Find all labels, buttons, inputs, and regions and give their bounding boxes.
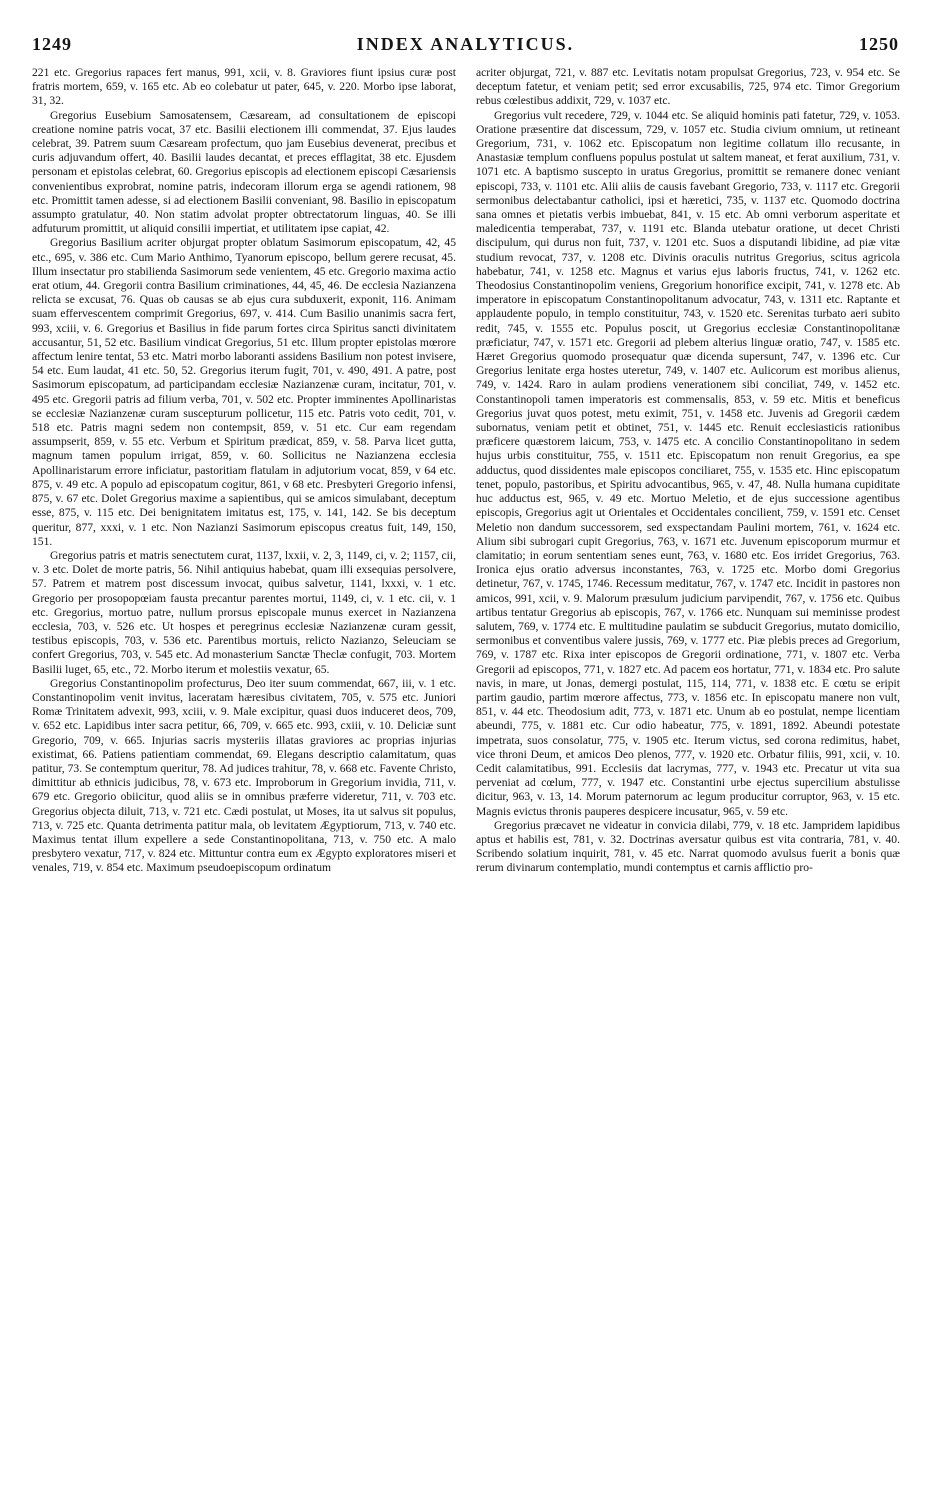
index-entry: acriter objurgat, 721, v. 887 etc. Levitatis notam propulsat Gregorius, 723, v. 954 etc. Se deceptum fatetur, et veniam petit; sed error excusabilis, 725, 974 etc. Timor Gregorium rebus cœlestibus addixit, 729, v. 1037 etc. [476,66,900,108]
index-entry: Gregorius patris et matris senectutem curat, 1137, lxxii, v. 2, 3, 1149, ci, v. 2; 1157, cii, v. 3 etc. Dolet de morte patris, 56. Nihil antiquius habebat, quam illi exsequias persolvere, 57. Patrem et matrem post discessum invocat, quibus salvetur, 1141, lxxxi, v. 1 etc. Gregorio per prosopopœiam fausta precantur parentes mortui, 1149, ci, v. 1 etc. cii, v. 1 etc. Gregorius, mortuo patre, nullum prorsus episcopale munus exercet in Nazianzena ecclesia, 703, v. 526 etc. Ut hospes et peregrinus ecclesiæ Nazianzenæ curam gessit, testibus episcopis, 703, v. 536 etc. Parentibus mortuis, relicto Nazianzo, Seleuciam se confert Gregorius, 703, v. 545 etc. Ad monasterium Sanctæ Theclæ confugit, 703. Mortem Basilii luget, 65, etc., 72. Morbo iterum et molestiis vexatur, 65. [32,548,456,676]
running-title: INDEX ANALYTICUS. [356,34,575,54]
left-column [32,66,456,1486]
index-entry: Gregorius Constantinopolim profecturus, Deo iter suum commendat, 667, iii, v. 1 etc. Constantinopolim venit invitus, laceratam hæresibus civitatem, 705, v. 575 etc. Juniori Romæ Trinitatem advexit, 993, xciii, v. 9. Male excipitur, quasi duos induceret deos, 709, v. 652 etc. Lapidibus inter sacra petitur, 66, 709, v. 665 etc. 993, cxiii, v. 10. Deliciæ sunt Gregorio, 709, v. 665. Injurias sacris mysteriis illatas graviores ac proprias injurias existimat, 66. Patiens patientiam commendat, 69. Elegans descriptio calamitatum, quas patitur, 73. Se contemptum queritur, 78. Ad judices trahitur, 78, v. 668 etc. Favente Christo, dimittitur ab ethnicis judicibus, 78, v. 673 etc. Improborum in Gregorium invidia, 711, v. 679 etc. Gregorio obiicitur, quod aliis se in omnibus præferre videretur, 711, v. 703 etc. Gregorius objecta diluit, 713, v. 721 etc. Cædi postulat, ut Moses, ita ut salvus sit populus, 713, v. 725 etc. Quanta detrimenta patitur mala, ob levitatem Ægyptiorum, 713, v. 740 etc. Maximus tentat illum expellere a sede Constantinopolitana, 713, v. 750 etc. A malo presbytero vexatur, 717, v. 824 etc. Mittuntur contra eum ex Ægypto exploratores miseri et venales, 719, v. 854 etc. Maximum pseudoepiscopum ordinatum [32,676,456,875]
index-entry: 221 etc. Gregorius rapaces fert manus, 991, xcii, v. 8. Graviores fiunt ipsius curæ post fratris mortem, 659, v. 165 etc. Ab eo colebatur ut pater, 645, v. 220. Morbo ipse laborat, 31, 32. [32,66,456,108]
index-entry: Gregorius præcavet ne videatur in convicia dilabi, 779, v. 18 etc. Jampridem lapidibus aptus et habilis est, 781, v. 32. Doctrinas aversatur quibus est vita contraria, 781, v. 40. Scribendo solatium inquirit, 781, v. 45 etc. Narrat quomodo avulsus fuerit a bonis quæ rerum divinarum contemplatio, mundi contemptus et carnis afflictio pro- [476,818,900,875]
index-entry: Gregorius Eusebium Samosatensem, Cæsaream, ad consultationem de episcopi creatione nomine patris vocat, 37 etc. Basilii electionem illi commendat, 37. Ejus laudes celebrat, 39. Patrem suum Cæsaream profectum, quo jam Eusebius devenerat, precibus et curis adjuvandum offert, 40. Basilii laudes decantat, et preces efflagitat, 38 etc. Ejusdem personam et epistolas celebrat, 60. Gregorius episcopis ad electionem episcopi Cæsariensis convenientibus exprobrat, nomine patris, indecoram illorum erga se agendi rationem, 98 etc. Promittit tamen adesse, si ad electionem Basilii conveniant, 98. Basilio in episcopatum assumpto gratulatur, 40. Non statim advolat propter obtrectatorum linguas, 40. Se illi adfuturum promittit, ut aliquid consilii impertiat, et utilitatem ipse capiat, 42. [32,108,456,236]
page-number-right: 1250 [859,34,899,54]
index-entry: Gregorius vult recedere, 729, v. 1044 etc. Se aliquid hominis pati fatetur, 729, v. 1053. Oratione præsentire dat discessum, 729, v. 1057 etc. Studia civium omnium, ut retineant Gregorium, 731, v. 1062 etc. Episcopatum non legitime collatum illo recusante, in Anastasiæ templum confluens populus postulat ut saltem maneat, et ferat auxilium, 731, v. 1071 etc. A baptismo suscepto in uratus Gregorius, promittit se remanere donec veniant episcopi, 733, v. 1101 etc. Alii aliis de causis favebant Gregorio, 733, v. 1117 etc. Gregorii sermonibus delectabantur catholici, ipsi et hæretici, 735, v. 1137 etc. Quomodo doctrina sana omnes et pietatis verbis imbuebat, 841, v. 15 etc. Ab omni verborum asperitate et maledicentia temperabat, 737, v. 1191 etc. Blanda utebatur oratione, ut decet Christi discipulum, qui durus non fuit, 737, v. 1201 etc. Suos a disputandi libidine, ad piæ vitæ studium revocat, 737, v. 1208 etc. Divinis oraculis nutritus Gregorius, scitus agricola habebatur, 741, v. 1258 etc. Magnus et varius ejus laboris fructus, 741, v. 1262 etc. Theodosius Constantinopolim veniens, Gregorium honorifice excipit, 741, v. 1278 etc. Ab imperatore in episcopatum Constantinopolitanum advocatur, 743, v. 1311 etc. Raptante et applaudente populo, in templo constituitur, 743, v. 1520 etc. Serenitas turbato aeri subito redit, 745, v. 1555 etc. Populus poscit, ut Gregorius ecclesiæ Constantinopolitanæ præficiatur, 747, v. 1571 etc. Gregorii ad plebem alterius linguæ oratio, 747, v. 1585 etc. Hæret Gregorius quomodo prosequatur quæ dicenda supersunt, 747, v. 1396 etc. Cur Gregorius lenitate erga hostes uteretur, 749, v. 1407 etc. Aulicorum est moribus alienus, 749, v. 1424. Raro in aulam prodiens venerationem sibi conciliat, 749, v. 1452 etc. Constantinopoli tamen imperatoris est commensalis, 853, v. 59 etc. Mitis et beneficus Gregorius juvat quos potest, metu eximit, 751, v. 1458 etc. Juvenis ad Gregorii cædem subornatus, veniam petit et obtinet, 751, v. 1445 etc. Renuit ecclesiasticis rationibus præficere quæstorem laicum, 753, v. 1475 etc. A concilio Constantinopolitano in sedem hujus urbis constituitur, 755, v. 1511 etc. Episcopatum non renuit Gregorius, ea spe adductus, quod dissidentes male episcopos conciliaret, 755, v. 1535 etc. Hinc episcopatum tenet, populo, pastoribus, et Spiritu advocantibus, 965, v. 47, 48. Nulla humana cupiditate huc adductus est, 965, v. 49 etc. Mortuo Meletio, et de ejus successione agentibus episcopis, Gregorius agit ut Orientales et Occidentales concilient, 759, v. 1591 etc. Censet Meletio non dandum successorem, sed exspectandam Paulini mortem, 761, v. 1624 etc. Alium sibi subrogari cupit Gregorius, 763, v. 1671 etc. Juvenum episcoporum murmur et clamitatio; in eorum sententiam senes eunt, 763, v. 1680 etc. Eos irridet Gregorius, 763. Ironica ejus oratio adversus inconstantes, 763, v. 1725 etc. Morbo domi Gregorius detinetur, 767, v. 1745, 1746. Recessum meditatur, 767, v. 1747 etc. Incidit in pastores non amicos, 991, xcii, v. 9. Malorum præsulum judicium parvipendit, 767, v. 1756 etc. Quibus artibus tentatur Gregorius ab episcopis, 767, v. 1766 etc. Nunquam sui meminisse prodest salutem, 769, v. 1774 etc. E multitudine paulatim se subducit Gregorius, mutato domicilio, sermonibus et conventibus valere jussis, 769, v. 1777 etc. Piæ plebis preces ad Gregorium, 769, v. 1787 etc. Rixa inter episcopos de Gregorii ordinatione, 771, v. 1807 etc. Verba Gregorii ad episcopos, 771, v. 1827 etc. Ad pacem eos hortatur, 771, v. 1834 etc. Pro salute navis, in mare, ut Jonas, demergi postulat, 115, 114, 771, v. 1838 etc. E cœtu se eripit partim gaudio, partim mœrore affectus, 773, v. 1856 etc. In episcopatu manere non vult, 851, v. 44 etc. Theodosium adit, 773, v. 1871 etc. Unum ab eo postulat, nempe licentiam abeundi, 775, v. 1881 etc. Cur odio habeatur, 775, v. 1891, 1892. Abeundi potestate impetrata, suos consolatur, 775, v. 1905 etc. Iterum victus, sed corona redimitus, habet, vice throni Deum, et amicos Deo plenos, 777, v. 1920 etc. Orbatur filiis, 991, xcii, v. 10. Cedit calamitatibus, 991. Ecclesiis dat lacrymas, 777, v. 1943 etc. Precatur ut vita sua perveniat ad cœlum, 777, v. 1947 etc. Constantini urbe ejectus supercilium abstulisse dicitur, 963, v. 13, 14. Morum paternorum ac legum producitur corruptor, 963, v. 15 etc. Magnis evictus thronis pauperes despicere incusatur, 965, v. 59 etc. [476,108,900,818]
running-header [32,34,899,58]
page-number-left: 1249 [32,34,72,54]
right-column [476,66,900,1486]
index-entry: Gregorius Basilium acriter objurgat propter oblatum Sasimorum episcopatum, 42, 45 etc., 695, v. 386 etc. Cum Mario Anthimo, Tyanorum episcopo, bellum gerere recusat, 45. Illum insectatur pro stabilienda Sasimorum sede venientem, 45 etc. Gregorio maxima actio erat otium, 44. Gregorii contra Basilium criminationes, 44, 45, 46. De ecclesia Nazianzena relicta se excusat, 76. Quas ob causas se ab ejus cura subduxerit, exponit, 116. Animam suam effervescentem comprimit Gregorius, 697, v. 414. Cum Basilio unanimis sacra fert, 993, xciii, v. 6. Gregorius et Basilius in fide parum fortes circa Spiritus sancti divinitatem accusantur, 51, 52 etc. Basilium vindicat Gregorius, 51 etc. Illum propter epistolas mœrore affectum lenire tentat, 53 etc. Matri morbo laboranti assidens Basilium non potest invisere, 54 etc. Eum laudat, 41 etc. 50, 52. Gregorius iterum fugit, 701, v. 490, 491. A patre, post Sasimorum episcopatum, ad participandam ecclesiæ Nazianzenæ curam, incitatur, 701, v. 495 etc. Gregorii patris ad filium verba, 701, v. 502 etc. Propter imminentes Apollinaristas se ecclesiæ Nazianzenæ curam suscepturum pollicetur, 115 etc. Patris voto cedit, 701, v. 518 etc. Patris magni sedem non contempsit, 859, v. 51 etc. Cur eam regendam assumpserit, 859, v. 55 etc. Verbum et Spiritum prædicat, 859, v. 58. Parva licet gutta, magnum tamen populum irrigat, 859, v. 60. Sollicitus ne Nazianzena ecclesia Apollinaristarum errore inficiatur, pastoritiam flatulam in adjutorium vocat, 859, v 64 etc. 875, v. 49 etc. A populo ad episcopatum cogitur, 861, v 68 etc. Presbyteri Gregorio infensi, 875, v. 67 etc. Dolet Gregorius maxime a sapientibus, qui se amicos simulabant, deceptum esse, 875, v. 115 etc. Dei benignitatem imitatus est, 175, v. 141, 142. Se bis deceptum queritur, 877, xxxi, v. 1 etc. Non Nazianzi Sasimorum episcopus creatus fuit, 149, 150, 151. [32,236,456,548]
